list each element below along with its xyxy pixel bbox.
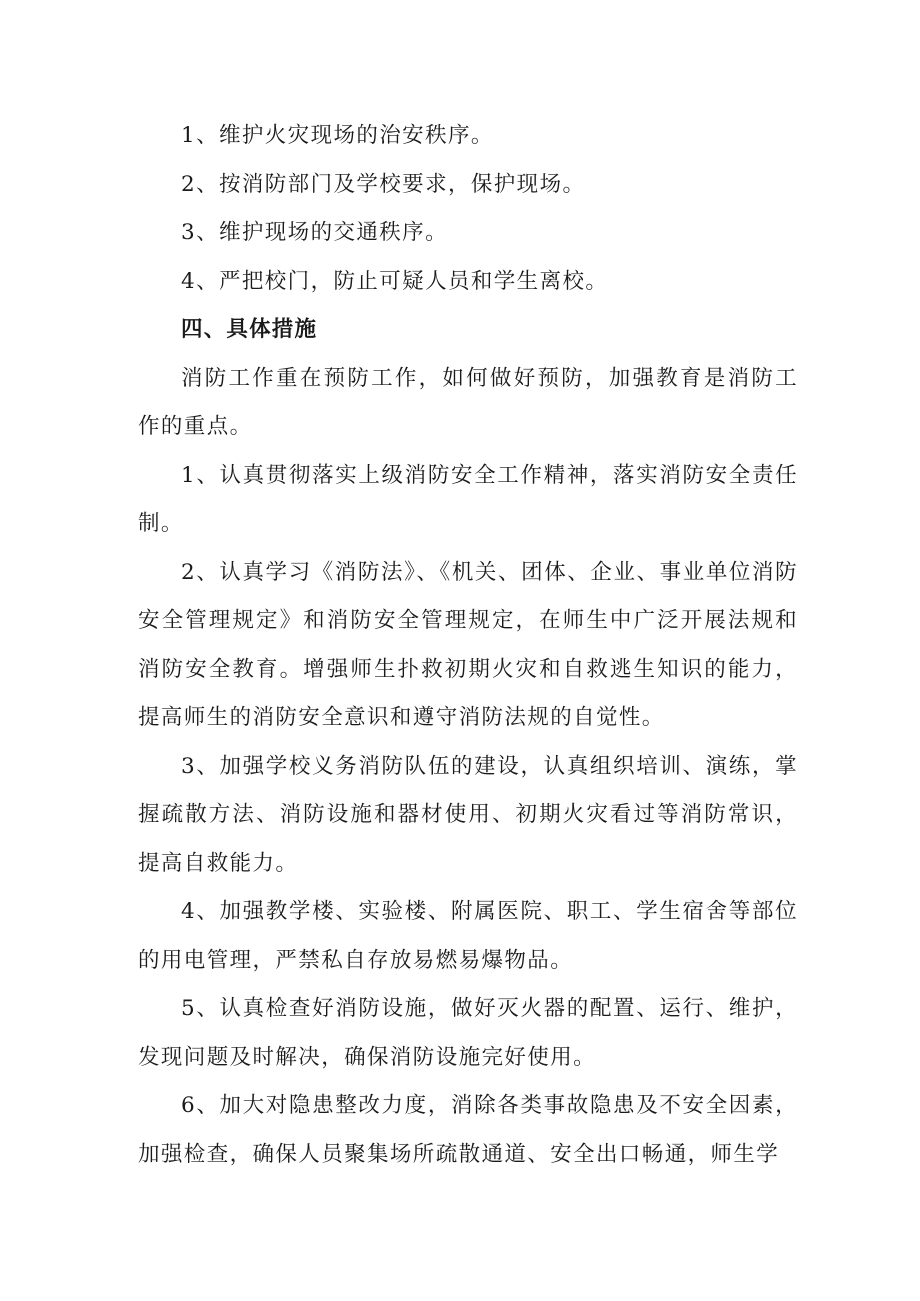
paragraph-item-4: 4、严把校门，防止可疑人员和学生离校。 [181,268,609,294]
measure-item-4: 4、加强教学楼、实验楼、附属医院、职工、学生宿舍等部位的用电管理，严禁私自存放易燃易爆物品。 [138,899,798,973]
paragraph-item-1: 1、维护火灾现场的治安秩序。 [181,123,494,148]
paragraph-item-2: 2、按消防部门及学校要求，保护现场。 [181,171,586,197]
measures-intro-paragraph: 消防工作重在预防工作，如何做好预防，加强教育是消防工作的重点。 [138,365,798,439]
measure-item-6: 6、加大对隐患整改力度，消除各类事故隐患及不安全因素，加强检查，确保人员聚集场所疏散通道、安全出口畅通，师生学 [138,1093,798,1167]
paragraph-item-3: 3、维护现场的交通秩序。 [181,220,448,245]
measure-item-2: 2、认真学习《消防法》、《机关、团体、企业、事业单位消防安全管理规定》和消防安全管理规定，在师生中广泛开展法规和消防安全教育。增强师生扑救初期火灾和自救逃生知识的能力，提高师生的消防安全意识和遵守消防法规的自觉性。 [138,559,798,730]
document-body [138,112,798,1179]
measure-item-3: 3、加强学校义务消防队伍的建设，认真组织培训、演练，掌握疏散方法、消防设施和器材使用、初期火灾看过等消防常识，提高自救能力。 [138,753,798,876]
section-heading: 四、具体措施 [181,317,318,342]
measure-item-5: 5、认真检查好消防设施，做好灭火器的配置、运行、维护，发现问题及时解决，确保消防设施完好使用。 [138,996,798,1070]
measure-item-1: 1、认真贯彻落实上级消防安全工作精神，落实消防安全责任制。 [138,462,798,536]
